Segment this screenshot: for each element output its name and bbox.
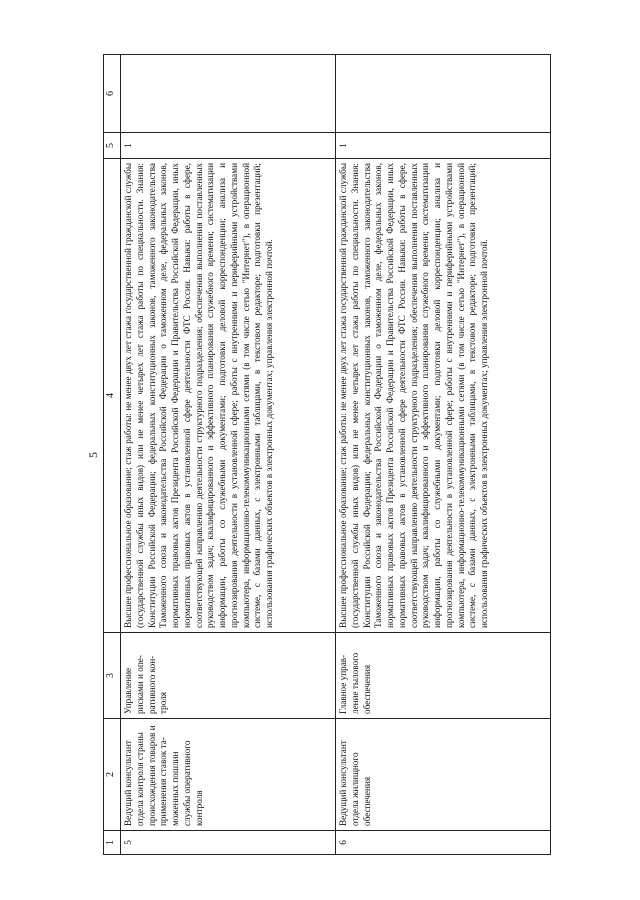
empty-cell: [121, 55, 336, 133]
table-row: [336, 55, 551, 855]
header-cell-4: 4: [104, 159, 121, 633]
page-number: 5: [86, 452, 100, 458]
header-cell-5: 5: [104, 133, 121, 159]
row-number: 6: [336, 831, 551, 855]
table-header-row: [104, 55, 121, 855]
header-cell-2: 2: [104, 719, 121, 831]
position-title: Ведущий консультант отдела контроля страны происхождения товаров и применения ставок таможенных пошлин службы оперативного контроля: [121, 719, 336, 831]
table-row: [121, 55, 336, 855]
empty-cell: [336, 55, 551, 133]
rotated-page: [85, 55, 605, 855]
header-cell-3: 3: [104, 633, 121, 719]
position-title: Ведущий консультант отдела жилищного обеспечения: [336, 719, 551, 831]
vacancy-count: 1: [121, 133, 336, 159]
department: Управление рисками и оперативного контроля: [121, 633, 336, 719]
positions-table: [103, 54, 551, 855]
row-number: 5: [121, 831, 336, 855]
vacancy-count: 1: [336, 133, 551, 159]
header-cell-1: 1: [104, 831, 121, 855]
requirements-text: Высшее профессиональное образование; стаж работы: не менее двух лет стажа государственной гражданской службы (государственной службы иных видов) или не менее четырех лет стажа работы по специальности. Знания: Конституции Российской Федерации; федеральных конституционных законов, таможенного законодательства Таможенного союза и законодательства Российской Федерации о таможенном деле, федеральных законов, нормативных правовых актов Президента Российской Федерации и Правительства Российской Федерации, иных нормативных правовых актов в установленной сфере деятельности ФТС России. Навыки: работы в сфере, соответствующей направлению деятельности структурного подразделения; обеспечения выполнения поставленных руководством задач; квалифицированного и эффективного планирования служебного времени; систематизации информации, работы со служебными документами; подготовки деловой корреспонденции; анализа и прогнозирования деятельности в установленной сфере; работы с внутренними и периферийными устройствами компьютера, информационно-телекоммуникационными сетями (в том числе сетью "Интернет"), в операционной системе, с базами данных, с электронными таблицами, в текстовом редакторе; подготовки презентаций; использования графических объектов в электронных документах; управления электронной почтой.: [121, 159, 336, 633]
requirements-text: Высшее профессиональное образование; стаж работы: не менее двух лет стажа государственной гражданской службы (государственной службы иных видов) или не менее четырех лет стажа работы по специальности. Знания: Конституции Российской Федерации; федеральных конституционных законов, таможенного законодательства Таможенного союза и законодательства Российской Федерации о таможенном деле, федеральных законов, нормативных правовых актов Президента Российской Федерации и Правительства Российской Федерации, иных нормативных правовых актов в установленной сфере деятельности ФТС России. Навыки: работы в сфере, соответствующей направлению деятельности структурного подразделения; обеспечения выполнения поставленных руководством задач; квалифицированного и эффективного планирования служебного времени; систематизации информации, работы со служебными документами; подготовки деловой корреспонденции; анализа и прогнозирования деятельности в установленной сфере; работы с внутренними и периферийными устройствами компьютера, информационно-телекоммуникационными сетями (в том числе сетью "Интернет"), в операционной системе, с базами данных, с электронными таблицами, в текстовом редакторе; подготовки презентаций; использования графических объектов в электронных документах; управления электронной почтой.: [336, 159, 551, 633]
department: Главное управление тылового обеспечения: [336, 633, 551, 719]
header-cell-6: 6: [104, 55, 121, 133]
